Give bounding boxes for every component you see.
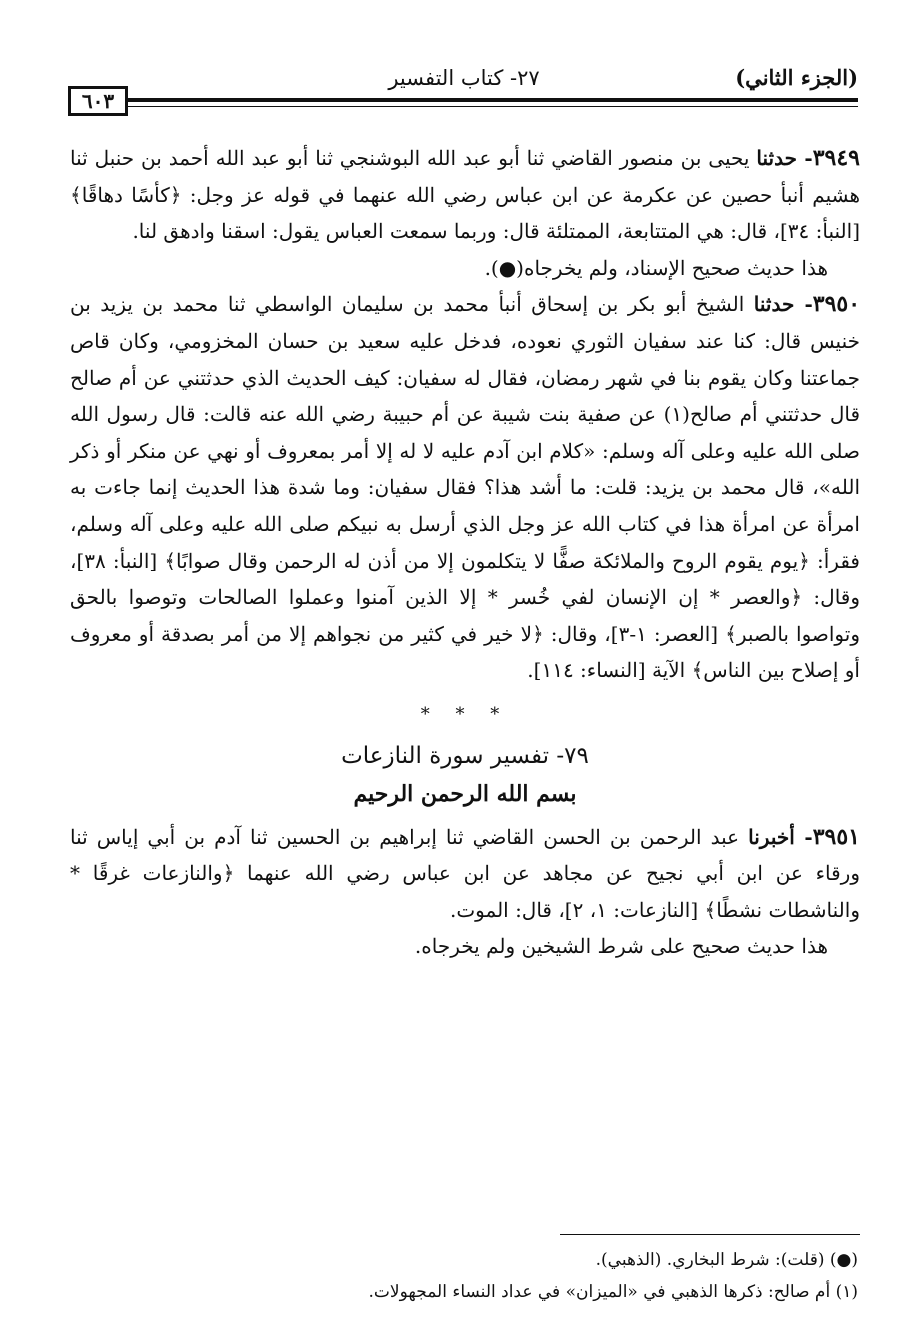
- chapter-title: ٢٧- كتاب التفسير: [388, 66, 540, 90]
- hadith-3950: ٣٩٥٠- حدثنا الشيخ أبو بكر بن إسحاق أنبأ محمد بن سليمان الواسطي ثنا محمد بن يزيد بن خنيس قال: كنا عند سفيان الثوري نعوده، فدخل عليه سعيد بن حسان المخزومي، وكان قاص جماعتنا وكان يقوم بنا في شهر رمضان، فقال له سفيان: كيف الحديث الذي حدثتني عن أم صالح قال حدثتني أم صالح(١) عن صفية بنت شيبة عن أم حبيبة رضي الله عنه قالت: قال رسول الله صلى الله عليه وعلى آله وسلم: «كلام ابن آدم عليه لا له إلا أمر بمعروف أو نهي عن منكر أو ذكر الله»، قال محمد بن يزيد: قلت: ما أشد هذا؟ فقال سفيان: وما شدة هذا الحديث إنما جاءت به امرأة عن امرأة هذا في كتاب الله عز وجل الذي أرسل به نبيكم صلى الله عليه وعلى آله وسلم، فقرأ: ﴿يوم يقوم الروح والملائكة صفًّا لا يتكلمون إلا من أذن له الرحمن وقال صوابًا﴾ [النبأ: ٣٨]، وقال: ﴿والعصر * إن الإنسان لفي خُسر * إلا الذين آمنوا وعملوا الصالحات وتوصوا بالحق وتواصوا بالصبر﴾ [العصر: ١-٣]، وقال: ﴿لا خير في كثير من نجواهم إلا من أمر بصدقة أو معروف أو إصلاح بين الناس﴾ الآية [النساء: ١١٤].: [70, 291, 861, 683]
- hadith-grading: هذا حديث صحيح الإسناد، ولم يخرجاه(●).: [484, 255, 828, 280]
- hadith-number: ٣٩٤٩: [812, 145, 860, 171]
- hadith-3949: ٣٩٤٩- حدثنا يحيى بن منصور القاضي ثنا أبو عبد الله البوشنجي ثنا أبو عبد الله أحمد بن حنبل ثنا هشيم أنبأ حصين عن عكرمة عن ابن عباس رضي الله عنهما في قوله عز وجل: ﴿كأسًا دهاقًا﴾ [النبأ: ٣٤]، قال: هي المتتابعة، الممتلئة قال: وربما سمعت العباس يقول: اسقنا وادهق لنا.: [70, 145, 860, 244]
- section-separator: * * *: [420, 703, 510, 725]
- hadith-number: ٣٩٥١: [812, 823, 860, 850]
- hadith-number: ٣٩٥٠: [812, 291, 861, 318]
- page-number: ٦٠٣: [68, 86, 128, 116]
- header-rule-thin: [128, 106, 858, 107]
- running-header: [70, 64, 858, 92]
- volume-label: (الجزء الثاني): [735, 65, 858, 90]
- hadith-text: الشيخ أبو بكر بن إسحاق أنبأ محمد بن سليمان الواسطي ثنا محمد بن يزيد بن خنيس قال: كنا عند سفيان الثوري نعوده، فدخل عليه سعيد بن حسان المخزومي، وكان قاص جماعتنا وكان يقوم بنا في شهر رمضان، فقال له سفيان: كيف الحديث الذي حدثتني عن أم صالح قال حدثتني أم صالح(١) عن صفية بنت شيبة عن أم حبيبة رضي الله عنه قالت: قال رسول الله صلى الله عليه وعلى آله وسلم: «كلام ابن آدم عليه لا له إلا أمر بمعروف أو نهي عن منكر أو ذكر الله»، قال محمد بن يزيد: قلت: ما أشد هذا؟ فقال سفيان: وما شدة هذا الحديث إنما جاءت به امرأة عن امرأة هذا في كتاب الله عز وجل الذي أرسل به نبيكم صلى الله عليه وعلى آله وسلم، فقرأ: ﴿يوم يقوم الروح والملائكة صفًّا لا يتكلمون إلا من أذن له الرحمن وقال صوابًا﴾ [النبأ: ٣٨]، وقال: ﴿والعصر * إن الإنسان لفي خُسر * إلا الذين آمنوا وعملوا الصالحات وتوصوا بالحق وتواصوا بالصبر﴾ [العصر: ١-٣]، وقال: ﴿لا خير في كثير من نجواهم إلا من أمر بصدقة أو معروف أو إصلاح بين الناس﴾ الآية [النساء: ١١٤].: [70, 292, 861, 683]
- hadith-keyword: حدثنا: [756, 146, 797, 170]
- hadith-grading: هذا حديث صحيح على شرط الشيخين ولم يخرجاه.: [414, 934, 828, 959]
- hadith-text: عبد الرحمن بن الحسن القاضي ثنا إبراهيم بن الحسين ثنا آدم بن أبي إياس ثنا ورقاء عن ابن أبي نجيح عن مجاهد عن ابن عباس رضي الله عنهما ﴿والنازعات غرقًا * والناشطات نشطًا﴾ [النازعات: ١، ٢]، قال: الموت.: [70, 824, 860, 922]
- hadith-3951: ٣٩٥١- أخبرنا عبد الرحمن بن الحسن القاضي ثنا إبراهيم بن الحسين ثنا آدم بن أبي إياس ثنا ورقاء عن ابن أبي نجيح عن مجاهد عن ابن عباس رضي الله عنهما ﴿والنازعات غرقًا * والناشطات نشطًا﴾ [النازعات: ١، ٢]، قال: الموت.: [70, 823, 860, 922]
- footnotes: [70, 1244, 858, 1308]
- page-body: [70, 140, 860, 965]
- hadith-text: يحيى بن منصور القاضي ثنا أبو عبد الله البوشنجي ثنا أبو عبد الله أحمد بن حنبل ثنا هشيم أنبأ حصين عن عكرمة عن ابن عباس رضي الله عنهما في قوله عز وجل: ﴿كأسًا دهاقًا﴾ [النبأ: ٣٤]، قال: هي المتتابعة، الممتلئة قال: وربما سمعت العباس يقول: اسقنا وادهق لنا.: [70, 146, 860, 244]
- surah-title: ٧٩- تفسير سورة النازعات: [341, 742, 589, 769]
- footnote-dhahabi: (●) (قلت): شرط البخاري. (الذهبي).: [595, 1250, 858, 1270]
- header-rule-thick: [128, 98, 858, 102]
- basmala: بسم الله الرحمن الرحيم: [353, 781, 577, 808]
- hadith-keyword: أخبرنا: [748, 824, 795, 849]
- footnote-rule: [560, 1234, 860, 1235]
- hadith-keyword: حدثنا: [753, 292, 795, 317]
- footnote-1: (١) أم صالح: ذكرها الذهبي في «الميزان» في عداد النساء المجهولات.: [368, 1282, 858, 1302]
